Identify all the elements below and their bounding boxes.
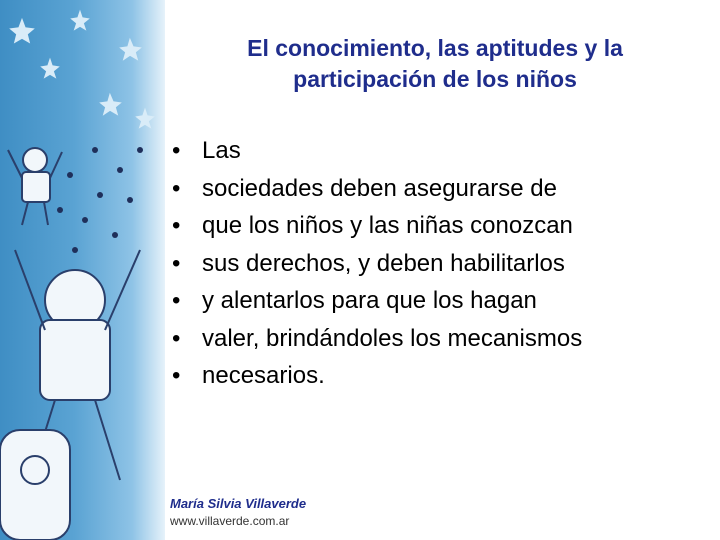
author-name: María Silvia Villaverde: [170, 496, 307, 511]
children-stars-illustration: [0, 0, 165, 540]
bullet-item: • y alentarlos para que los hagan: [170, 282, 710, 320]
bullet-item: • Las: [170, 132, 710, 170]
bullet-item: • que los niños y las niñas conozcan: [170, 207, 710, 245]
bullet-item: • sus derechos, y deben habilitarlos: [170, 245, 710, 283]
website-url: www.villaverde.com.ar: [170, 514, 290, 528]
side-illustration: [0, 0, 165, 540]
bullet-item: • sociedades deben asegurarse de: [170, 170, 710, 208]
title-line-1: El conocimiento, las aptitudes y la: [247, 35, 623, 61]
star-icon: [11, 12, 153, 127]
title-line-2: participación de los niños: [293, 66, 577, 92]
dark-star-icon: [57, 147, 143, 253]
bullet-item: • necesarios.: [170, 357, 710, 395]
slide-title: [175, 33, 695, 95]
bullet-list: [170, 132, 710, 395]
bullet-item: • valer, brindándoles los mecanismos: [170, 320, 710, 358]
child-figure-illustration: [0, 148, 140, 540]
